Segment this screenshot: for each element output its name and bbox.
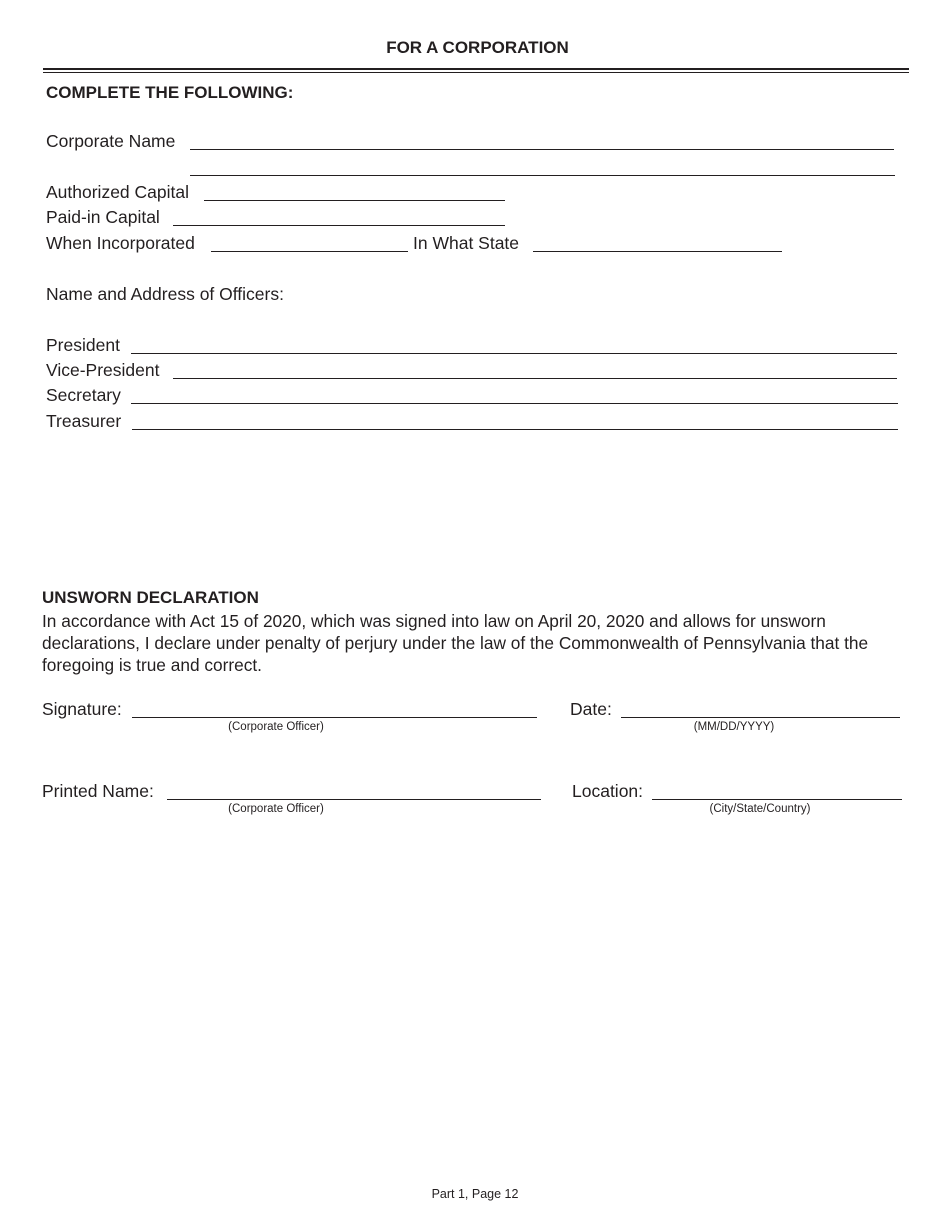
printed-name-label: Printed Name: bbox=[42, 781, 154, 801]
declaration-body: In accordance with Act 15 of 2020, which was signed into law on April 20, 2020 and allows for unsworn declarations, I declare under penalty of perjury under the law of the Commonwealth of Pennsylvania that the foregoing is true and correct. bbox=[42, 611, 869, 675]
in-what-state-label: In What State bbox=[413, 233, 520, 253]
declaration-body-block bbox=[42, 610, 922, 676]
signature-label: Signature: bbox=[42, 699, 122, 719]
treasurer-label: Treasurer bbox=[46, 411, 122, 431]
treasurer-field[interactable] bbox=[132, 429, 898, 430]
authorized-capital-field[interactable] bbox=[204, 200, 505, 201]
header-rule-thick bbox=[43, 68, 909, 70]
officers-heading: Name and Address of Officers: bbox=[46, 284, 284, 304]
paid-in-capital-label: Paid-in Capital bbox=[46, 207, 160, 227]
president-field[interactable] bbox=[131, 353, 897, 354]
secretary-field[interactable] bbox=[131, 403, 898, 404]
location-field[interactable] bbox=[652, 799, 902, 800]
signature-field[interactable] bbox=[132, 717, 537, 718]
corporate-name-field-line2[interactable] bbox=[190, 175, 895, 176]
in-what-state-field[interactable] bbox=[533, 251, 782, 252]
paid-in-capital-field[interactable] bbox=[173, 225, 505, 226]
date-field[interactable] bbox=[621, 717, 900, 718]
secretary-label: Secretary bbox=[46, 385, 121, 405]
corporate-name-field[interactable] bbox=[190, 149, 894, 150]
header-rule-thin bbox=[43, 72, 909, 73]
authorized-capital-label: Authorized Capital bbox=[46, 182, 189, 202]
declaration-heading: UNSWORN DECLARATION bbox=[42, 588, 259, 607]
printed-name-hint: (Corporate Officer) bbox=[228, 803, 324, 815]
corporate-name-label: Corporate Name bbox=[46, 131, 176, 151]
complete-heading: COMPLETE THE FOLLOWING: bbox=[46, 83, 294, 102]
date-label: Date: bbox=[570, 699, 612, 719]
signature-hint: (Corporate Officer) bbox=[228, 721, 324, 733]
location-hint: (City/State/Country) bbox=[709, 803, 811, 815]
vice-president-field[interactable] bbox=[173, 378, 897, 379]
when-incorporated-field[interactable] bbox=[211, 251, 408, 252]
printed-name-field[interactable] bbox=[167, 799, 541, 800]
when-incorporated-label: When Incorporated bbox=[46, 233, 195, 253]
president-label: President bbox=[46, 335, 120, 355]
vice-president-label: Vice-President bbox=[46, 360, 160, 380]
page-number: Part 1, Page 12 bbox=[431, 1187, 519, 1201]
location-label: Location: bbox=[572, 781, 644, 801]
page-title: FOR A CORPORATION bbox=[386, 38, 569, 57]
date-hint: (MM/DD/YYYY) bbox=[693, 721, 775, 733]
